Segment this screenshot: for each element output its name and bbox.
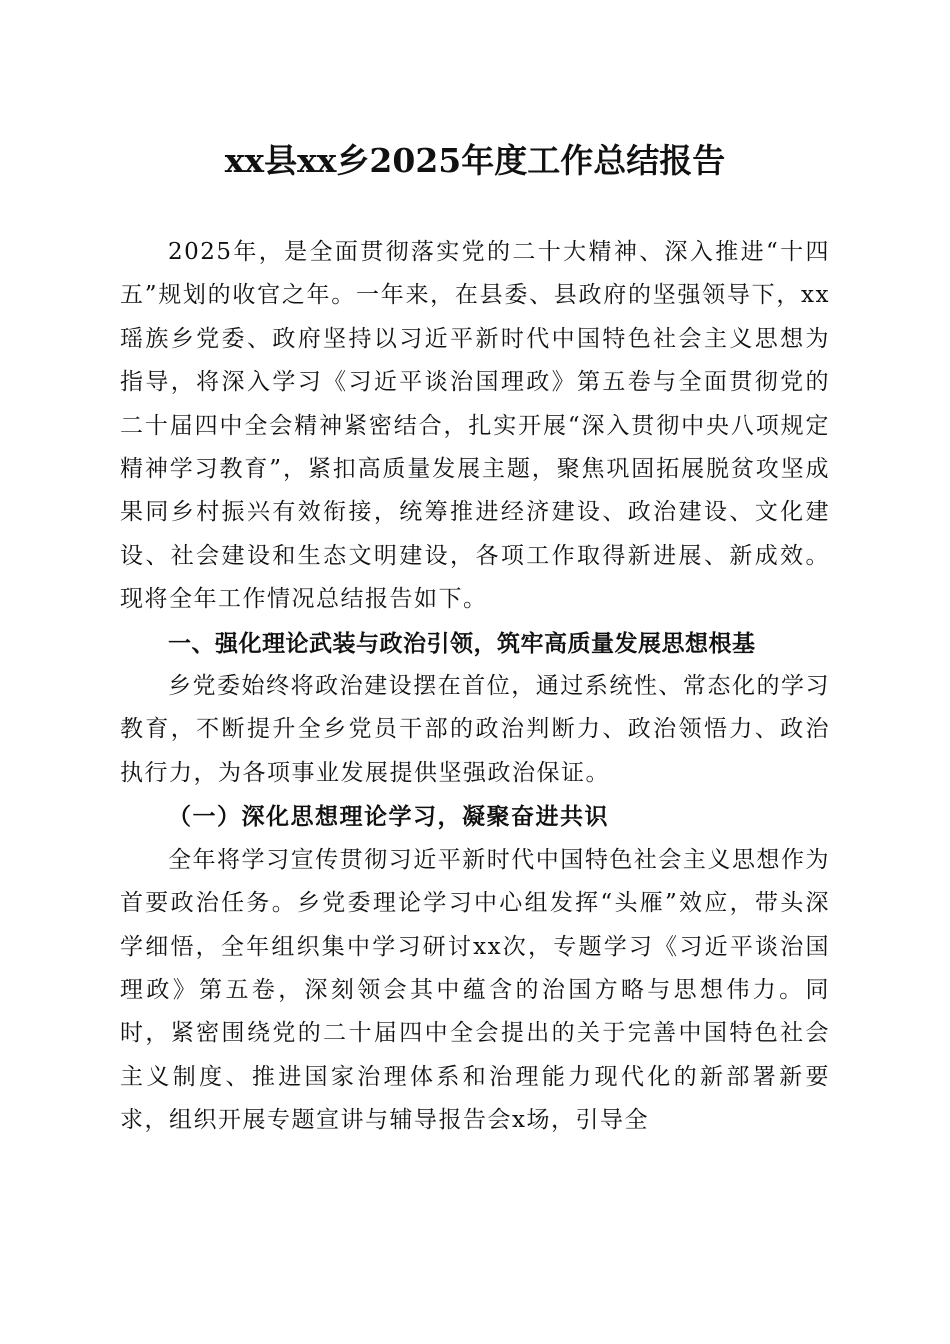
intro-paragraph: 2025年，是全面贯彻落实党的二十大精神、深入推进“十四五”规划的收官之年。一年来，在县委、县政府的坚强领导下，xx瑶族乡党委、政府坚持以习近平新时代中国特色社会主义思想为指导，将深入学习《习近平谈治国理政》第五卷与全面贯彻党的二十届四中全会精神紧密结合，扎实开展“深入贯彻中央八项规定精神学习教育”，紧扣高质量发展主题，聚焦巩固拓展脱贫攻坚成果同乡村振兴有效衔接，统筹推进经济建设、政治建设、文化建设、社会建设和生态文明建设，各项工作取得新进展、新成效。现将全年工作情况总结报告如下。 xyxy=(120,239,830,613)
document-body xyxy=(120,231,830,1143)
document-title: xx县xx乡2025年度工作总结报告 xyxy=(224,141,726,180)
section-1-paragraph: 乡党委始终将政治建设摆在首位，通过系统性、常态化的学习教育，不断提升全乡党员干部的政治判断力、政治领悟力、政治执行力，为各项事业发展提供坚强政治保证。 xyxy=(120,673,830,786)
subsection-1-heading: （一）深化思想理论学习，凝聚奋进共识 xyxy=(168,803,609,831)
section-1-heading: 一、强化理论武装与政治引领，筑牢高质量发展思想根基 xyxy=(168,629,756,657)
subsection-1-paragraph: 全年将学习宣传贯彻习近平新时代中国特色社会主义思想作为首要政治任务。乡党委理论学习中心组发挥“头雁”效应，带头深学细悟，全年组织集中学习研讨xx次，专题学习《习近平谈治国理政》第五卷，深刻领会其中蕴含的治国方略与思想伟力。同时，紧密围绕党的二十届四中全会提出的关于完善中国特色社会主义制度、推进国家治理体系和治理能力现代化的新部署新要求，组织开展专题宣讲与辅导报告会x场，引导全 xyxy=(120,846,830,1134)
